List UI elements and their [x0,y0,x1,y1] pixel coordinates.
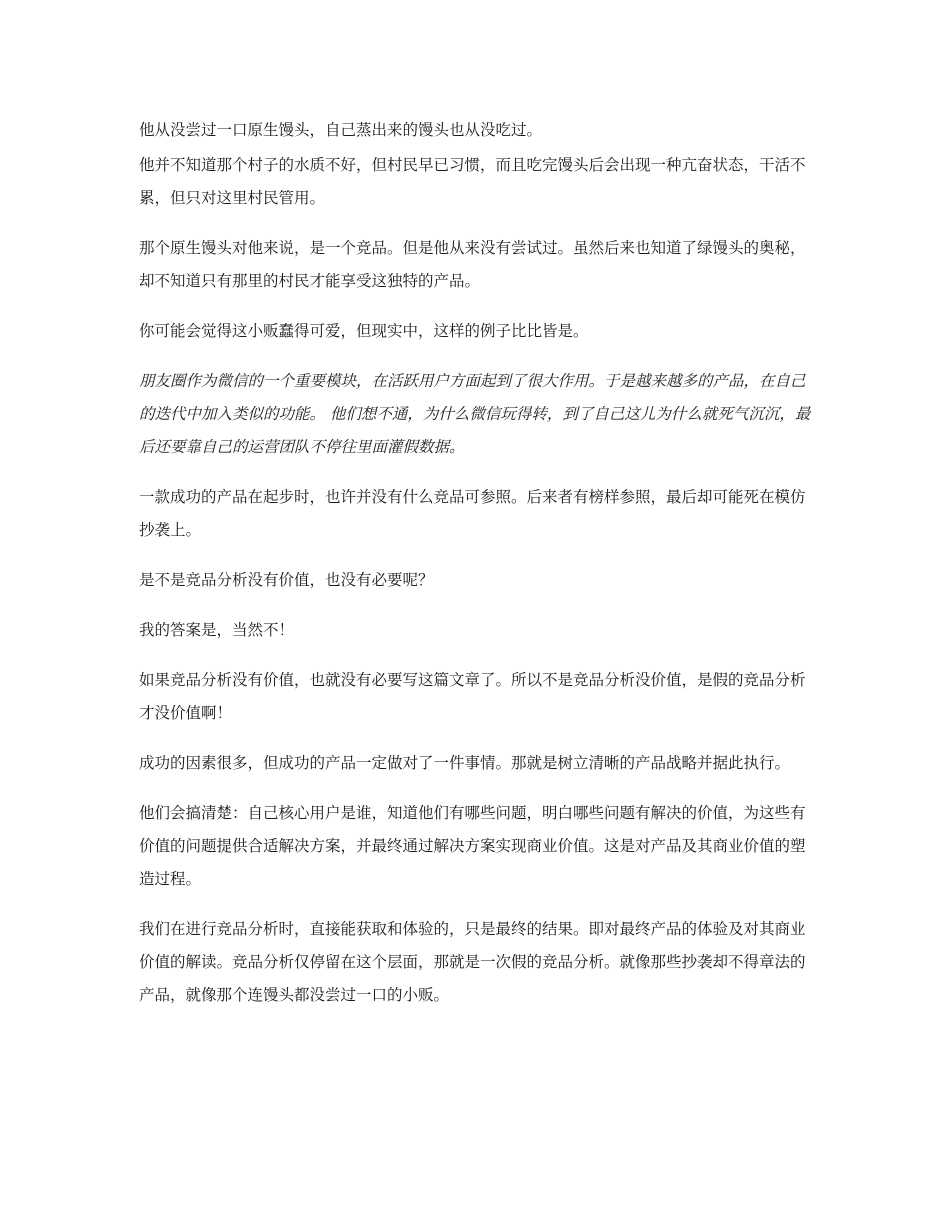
paragraph: 他们会搞清楚：自己核心用户是谁，知道他们有哪些问题，明白哪些问题有解决的价值，为这些有价值的问题提供合适解决方案，并最终通过解决方案实现商业价值。这是对产品及其商业价值的塑造过程。 [139,804,806,888]
paragraph: 是不是竞品分析没有价值，也没有必要呢？ [139,571,434,589]
paragraph: 那个原生馒头对他来说，是一个竞品。但是他从来没有尝试过。虽然后来也知道了绿馒头的奥秘，却不知道只有那里的村民才能享受这独特的产品。 [139,239,806,290]
quote-paragraph: 朋友圈作为微信的一个重要模块，在活跃用户方面起到了很大作用。于是越来越多的产品，在自己的迭代中加入类似的功能。 他们想不通，为什么微信玩得转，到了自己这儿为什么就死气沉沉，最后还要靠自己的运营团队不停往里面灌假数据。 [139,372,811,456]
paragraph: 他从没尝过一口原生馒头，自己蒸出来的馒头也从没吃过。 [139,121,543,139]
paragraph: 成功的因素很多，但成功的产品一定做对了一件事情。那就是树立清晰的产品战略并据此执行。 [139,754,791,772]
paragraph: 他并不知道那个村子的水质不好，但村民早已习惯，而且吃完馒头后会出现一种亢奋状态，干活不累，但只对这里村民管用。 [139,156,806,207]
document-body [139,114,811,1029]
paragraph: 你可能会觉得这小贩蠢得可爱，但现实中，这样的例子比比皆是。 [139,322,589,340]
paragraph: 一款成功的产品在起步时，也许并没有什么竞品可参照。后来者有榜样参照，最后却可能死在模仿抄袭上。 [139,488,806,539]
paragraph: 我的答案是，当然不！ [139,621,295,639]
paragraph: 如果竞品分析没有价值，也就没有必要写这篇文章了。所以不是竞品分析没价值，是假的竞品分析才没价值啊！ [139,671,806,722]
paragraph: 我们在进行竞品分析时，直接能获取和体验的，只是最终的结果。即对最终产品的体验及对其商业价值的解读。竞品分析仅停留在这个层面，那就是一次假的竞品分析。就像那些抄袭却不得章法的产品，就像那个连馒头都没尝过一口的小贩。 [139,920,806,1004]
